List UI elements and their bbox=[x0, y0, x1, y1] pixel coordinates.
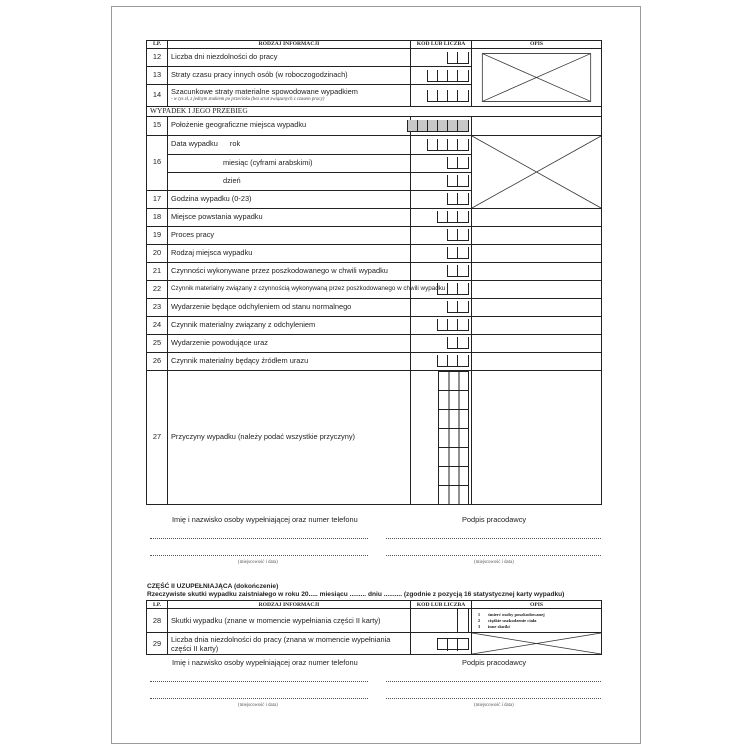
date-label: Data wypadku bbox=[171, 139, 218, 149]
code-field-19[interactable] bbox=[411, 226, 472, 244]
part2-subtitle: Rzeczywiste skutki wypadku zaistniałego w roku 20..... miesiącu ......... dniu .......... (zgodnie z pozycją 16 statystycznej karty wypadku) bbox=[147, 591, 565, 598]
cause-code-grid bbox=[438, 371, 469, 504]
row-number: 24 bbox=[147, 316, 168, 334]
row-label-main: Szacunkowe straty materialne spowodowane wypadkiem bbox=[171, 87, 358, 97]
cross-mark bbox=[472, 49, 601, 106]
row-number: 28 bbox=[147, 609, 168, 633]
crossed-out-cell bbox=[472, 49, 602, 107]
option-number: 1 bbox=[477, 611, 481, 617]
row-number: 27 bbox=[147, 370, 168, 504]
code-box[interactable] bbox=[457, 609, 469, 632]
row-label: Rodzaj miejsca wypadku bbox=[168, 244, 411, 262]
table-row bbox=[147, 334, 602, 352]
code-field-20[interactable] bbox=[411, 244, 472, 262]
table-row bbox=[147, 316, 602, 334]
code-field-23[interactable] bbox=[411, 298, 472, 316]
row-number: 17 bbox=[147, 190, 168, 208]
row-label: Czynnik materialny będący źródłem urazu bbox=[168, 352, 411, 370]
row-label: Miejsce powstania wypadku bbox=[168, 208, 411, 226]
option-text: śmierć osoby poszkodowanej bbox=[488, 611, 545, 617]
description-field-18[interactable] bbox=[472, 208, 602, 226]
crossed-out-cell bbox=[472, 135, 602, 208]
row-number: 21 bbox=[147, 262, 168, 280]
person-filling-label: Imię i nazwisko osoby wypełniającej oraz numer telefonu bbox=[172, 658, 358, 667]
header-code: KOD LUB LICZBA bbox=[411, 41, 472, 49]
row-number: 19 bbox=[147, 226, 168, 244]
description-field-22[interactable] bbox=[472, 280, 602, 298]
employer-signature-label: Podpis pracodawcy bbox=[462, 515, 527, 524]
option-number: 3 bbox=[477, 623, 481, 629]
row-label-note: - w tys zł, z jednym znakiem po przecinku (bez strat związanych z czasem pracy) bbox=[171, 97, 325, 102]
row-label: Skutki wypadku (znane w momencie wypełniania części II karty) bbox=[168, 609, 411, 633]
code-field-21[interactable] bbox=[411, 262, 472, 280]
row-number: 13 bbox=[147, 67, 168, 85]
part2-title: CZĘŚĆ II UZUPEŁNIAJĄCA (dokończenie) bbox=[147, 583, 279, 590]
table-row bbox=[147, 262, 602, 280]
code-field-18[interactable] bbox=[411, 208, 472, 226]
table-row bbox=[147, 135, 602, 154]
code-field-28[interactable] bbox=[411, 609, 472, 633]
row-label: Czynności wykonywane przez poszkodowanego w chwili wypadku bbox=[168, 262, 411, 280]
row-number: 26 bbox=[147, 352, 168, 370]
description-field-25[interactable] bbox=[472, 334, 602, 352]
section-title: WYPADEK I JEGO PRZEBIEG bbox=[147, 107, 602, 117]
employer-line-1[interactable] bbox=[386, 681, 601, 682]
table-row bbox=[147, 352, 602, 370]
employer-signature-label: Podpis pracodawcy bbox=[462, 658, 527, 667]
employer-line-2[interactable] bbox=[386, 555, 601, 556]
description-field-20[interactable] bbox=[472, 244, 602, 262]
table-row bbox=[147, 49, 602, 67]
employer-line-1[interactable] bbox=[386, 538, 601, 539]
row-label: Proces pracy bbox=[168, 226, 411, 244]
table-row bbox=[147, 244, 602, 262]
table-row bbox=[147, 370, 602, 504]
code-field-15[interactable] bbox=[411, 116, 472, 135]
table-row bbox=[147, 116, 602, 135]
header-info-type: RODZAJ INFORMACJI bbox=[168, 601, 411, 609]
place-date-caption: (miejscowość i data) bbox=[238, 560, 278, 565]
date-month-label: miesiąc (cyframi arabskimi) bbox=[168, 154, 411, 172]
row-label bbox=[168, 85, 411, 107]
table-row bbox=[147, 208, 602, 226]
option-text: ciężkie uszkodzenie ciała bbox=[488, 617, 537, 623]
row-number: 29 bbox=[147, 633, 168, 655]
cross-mark bbox=[472, 136, 601, 208]
code-field-16-day[interactable] bbox=[411, 172, 472, 190]
description-field-21[interactable] bbox=[472, 262, 602, 280]
row-number: 12 bbox=[147, 49, 168, 67]
row-label: Wydarzenie będące odchyleniem od stanu normalnego bbox=[168, 298, 411, 316]
row-label bbox=[168, 135, 411, 154]
table-row bbox=[147, 609, 602, 633]
description-field-23[interactable] bbox=[472, 298, 602, 316]
row-label: Czynnik materialny związany z czynnością wykonywaną przez poszkodowanego w chwili wypadku bbox=[168, 280, 411, 298]
person-line-2[interactable] bbox=[150, 555, 368, 556]
header-lp: LP. bbox=[147, 41, 168, 49]
code-field-27[interactable] bbox=[411, 370, 472, 504]
row-label: Liczba dni niezdolności do pracy bbox=[168, 49, 411, 67]
code-field-26[interactable] bbox=[411, 352, 472, 370]
row-label: Czynnik materialny związany z odchyleniem bbox=[168, 316, 411, 334]
header-lp: LP. bbox=[147, 601, 168, 609]
description-field-24[interactable] bbox=[472, 316, 602, 334]
description-field-27[interactable] bbox=[472, 370, 602, 504]
header-code: KOD LUB LICZBA bbox=[411, 601, 472, 609]
row-label: Godzina wypadku (0-23) bbox=[168, 190, 411, 208]
table-row bbox=[147, 633, 602, 655]
header-info-type: RODZAJ INFORMACJI bbox=[168, 41, 411, 49]
place-date-caption: (miejscowość i data) bbox=[474, 703, 514, 708]
row-number: 25 bbox=[147, 334, 168, 352]
code-field-25[interactable] bbox=[411, 334, 472, 352]
row-number: 16 bbox=[147, 135, 168, 190]
code-field-13[interactable] bbox=[411, 67, 472, 85]
outcome-options bbox=[472, 609, 602, 633]
code-field-16-month[interactable] bbox=[411, 154, 472, 172]
option-number: 2 bbox=[477, 617, 481, 623]
table-row bbox=[147, 298, 602, 316]
code-field-29[interactable] bbox=[411, 633, 472, 655]
person-filling-label: Imię i nazwisko osoby wypełniającej oraz numer telefonu bbox=[172, 515, 358, 524]
option-text: inne skutki bbox=[488, 623, 510, 629]
table-header-row bbox=[147, 41, 602, 49]
table-row bbox=[147, 226, 602, 244]
option-row[interactable] bbox=[474, 624, 599, 630]
row-number: 18 bbox=[147, 208, 168, 226]
cross-mark bbox=[472, 633, 601, 654]
row-label: Liczba dnia niezdolności do pracy (znana w momencie wypełniania części II karty) bbox=[168, 633, 411, 655]
date-day-label: dzień bbox=[168, 172, 411, 190]
row-number: 15 bbox=[147, 116, 168, 135]
employer-line-2[interactable] bbox=[386, 698, 601, 699]
row-number: 14 bbox=[147, 85, 168, 107]
row-label: Wydarzenie powodujące uraz bbox=[168, 334, 411, 352]
code-field-12[interactable] bbox=[411, 49, 472, 67]
statistical-card-table bbox=[146, 40, 602, 505]
place-date-caption: (miejscowość i data) bbox=[238, 703, 278, 708]
person-line-2[interactable] bbox=[150, 698, 368, 699]
row-label: Położenie geograficzne miejsca wypadku bbox=[168, 116, 411, 135]
row-number: 20 bbox=[147, 244, 168, 262]
code-field-14[interactable] bbox=[411, 85, 472, 107]
row-number: 23 bbox=[147, 298, 168, 316]
person-line-1[interactable] bbox=[150, 681, 368, 682]
crossed-out-cell bbox=[472, 633, 602, 655]
code-field-24[interactable] bbox=[411, 316, 472, 334]
table-row bbox=[147, 280, 602, 298]
date-year-label: rok bbox=[229, 139, 241, 149]
section-header-row bbox=[147, 107, 602, 117]
row-label: Przyczyny wypadku (należy podać wszystkie przyczyny) bbox=[168, 370, 411, 504]
place-date-caption: (miejscowość i data) bbox=[474, 560, 514, 565]
header-description: OPIS bbox=[472, 41, 602, 49]
code-field-22[interactable] bbox=[411, 280, 472, 298]
header-description: OPIS bbox=[472, 601, 602, 609]
description-field-19[interactable] bbox=[472, 226, 602, 244]
part2-table bbox=[146, 600, 602, 655]
table-header-row bbox=[147, 601, 602, 609]
row-number: 22 bbox=[147, 280, 168, 298]
description-field-15[interactable] bbox=[472, 116, 602, 135]
row-label: Straty czasu pracy innych osób (w roboczogodzinach) bbox=[168, 67, 411, 85]
person-line-1[interactable] bbox=[150, 538, 368, 539]
code-field-17[interactable] bbox=[411, 190, 472, 208]
description-field-26[interactable] bbox=[472, 352, 602, 370]
code-field-16-year[interactable] bbox=[411, 135, 472, 154]
